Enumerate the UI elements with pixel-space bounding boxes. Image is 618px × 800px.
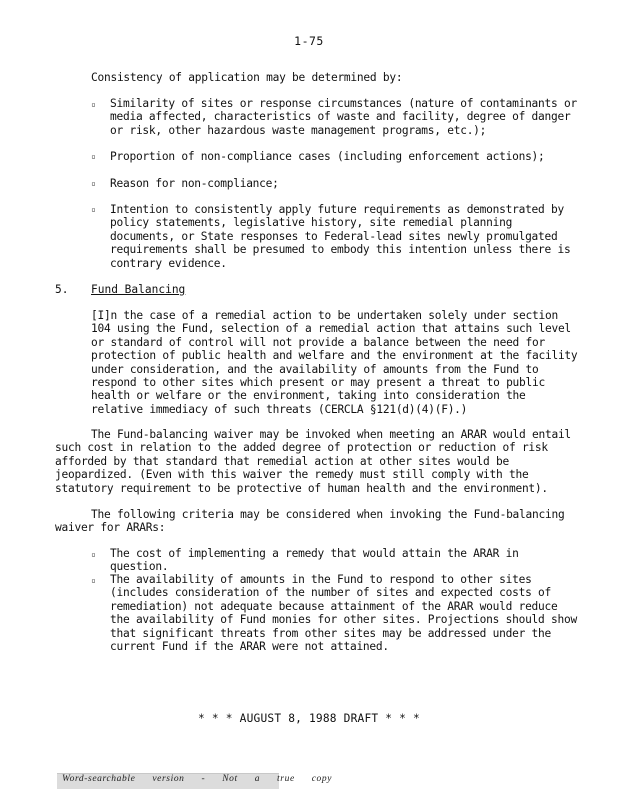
- footer-note: Word-searchable version - Not a true copy: [62, 774, 333, 784]
- statute-quote: [I]n the case of a remedial action to be undertaken solely under section 104 using the Fund, selection of a remedial action that attains such level or standard of control will not provide a balance between the need for protection of public health and welfare and the environment at the facility under consideration, and the availability of amounts from the Fund to respond to other sites which present or may present a threat to public health or welfare or the environment, taking into consideration the relative immediacy of such threats (CERCLA §121(d)(4)(F).): [91, 309, 578, 416]
- consistency-item: Proportion of non-compliance cases (including enforcement actions);: [110, 150, 545, 163]
- intro-paragraph: Consistency of application may be determined by:: [91, 71, 403, 84]
- bullet-icon: ▫: [91, 179, 96, 188]
- section-number: 5.: [55, 283, 69, 296]
- bullet-icon: ▫: [91, 550, 96, 559]
- draft-notice: * * * AUGUST 8, 1988 DRAFT * * *: [198, 712, 420, 725]
- section-title: Fund Balancing: [91, 283, 186, 296]
- bullet-icon: ▫: [91, 152, 96, 161]
- consistency-item: Similarity of sites or response circumstances (nature of contaminants or media affected, characteristics of waste and facility, degree of danger or risk, other hazardous waste management programs, etc.);: [110, 97, 577, 137]
- bullet-icon: ▫: [91, 576, 96, 585]
- bullet-icon: ▫: [91, 205, 96, 214]
- consistency-item: Reason for non-compliance;: [110, 177, 279, 190]
- criteria-intro-paragraph: The following criteria may be considered when invoking the Fund-balancing waiver for ARARs:: [55, 508, 565, 535]
- criteria-item: The availability of amounts in the Fund to respond to other sites (includes consideration of the number of sites and expected costs of remediation) not adequate because attainment of the ARAR would reduce the availability of Fund monies for other sites. Projections should show that significant threats from other sites may be addressed under the current Fund if the ARAR were not attained.: [110, 573, 577, 654]
- consistency-item: Intention to consistently apply future requirements as demonstrated by policy statements, legislative history, site remedial planning documents, or State responses to Federal-lead sites newly promulgated requirements shall be presumed to embody this intention unless there is contrary evidence.: [110, 203, 571, 270]
- bullet-icon: ▫: [91, 100, 96, 109]
- criteria-item: The cost of implementing a remedy that would attain the ARAR in question.: [110, 547, 519, 574]
- page-number: 1-75: [294, 34, 324, 48]
- waiver-paragraph: The Fund-balancing waiver may be invoked when meeting an ARAR would entail such cost in relation to the added degree of protection or reduction of risk afforded by that standard that remedial action at other sites would be jeopardized. (Even with this waiver the remedy must still comply with the statutory requirement to be protective of human health and the environment).: [55, 428, 571, 495]
